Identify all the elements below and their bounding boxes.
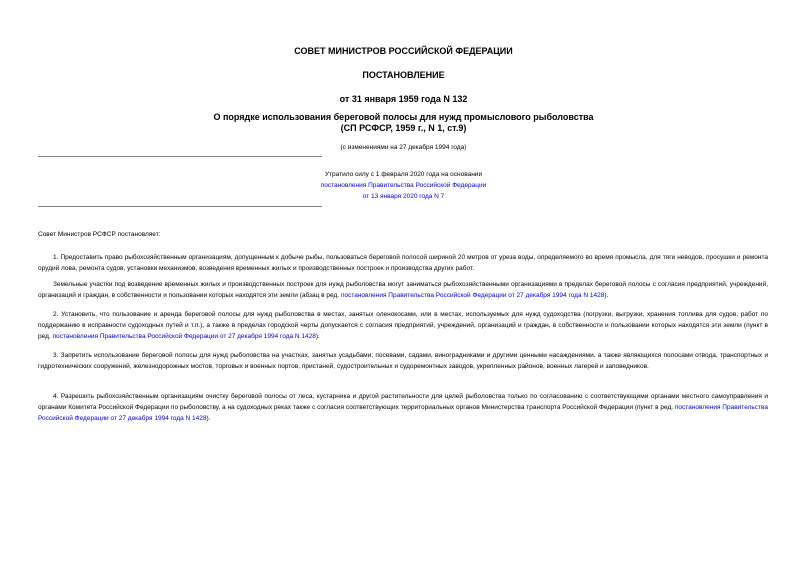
expired-notice-link-wrap (0, 180, 807, 191)
paragraph-2-amendment-link[interactable]: постановления Правительства Российской Федерации от 27 декабря 1994 года N 1428 (340, 292, 605, 299)
date-number-heading: от 31 января 1959 года N 132 (339, 94, 468, 104)
paragraph-2-end: ). (604, 292, 609, 299)
amendment-note: (с изменениями на 27 декабря 1994 года) (340, 144, 467, 151)
paragraph-3-text (38, 309, 768, 342)
expired-notice-link-line1[interactable]: постановления Правительства Российской Федерации (320, 182, 487, 189)
document-title-line2: (СП РСФСР, 1959 г., N 1, ст.9) (340, 123, 467, 133)
paragraph-1 (38, 252, 768, 274)
paragraph-5-amendment-link[interactable]: постановления Правительства Российской Федерации от 27 декабря 1994 года N 1428 (38, 404, 768, 422)
paragraph-3-end: ). (315, 333, 320, 340)
paragraph-5-body: 4. Разрешить рыбохозяйственным организациям очистку береговой полосы от леса, кустарника и другой растительности для целей рыболовства только по согласованию с соответствующими органами местного самоуправления и органами Комитета Российской Федерации по рыболовству, а на судоходных реках также с согласия соответствующих территориальных органов Министерства транспорта Российской Федерации (пункт в ред. (38, 393, 768, 411)
divider-top (38, 156, 322, 157)
paragraph-5-end: ). (206, 415, 211, 422)
expired-notice-link-wrap-2 (0, 191, 807, 202)
document-type-heading: ПОСТАНОВЛЕНИЕ (362, 70, 445, 80)
body-intro: Совет Министров РСФСР постановляет: (38, 231, 161, 238)
paragraph-2 (38, 279, 768, 301)
document-title-line1: О порядке использования береговой полосы для нужд промыслового рыболовства (213, 112, 594, 122)
paragraph-3 (38, 309, 768, 342)
paragraph-5 (38, 391, 768, 424)
paragraph-3-amendment-link[interactable]: постановления Правительства Российской Федерации от 27 декабря 1994 года N 1428 (52, 333, 316, 340)
expired-notice-link-line2[interactable]: от 13 января 2020 года N 7 (362, 193, 445, 200)
paragraph-2-body: Земельные участки под возведение временных жилых и производственных построек для нужд рыболовства могут заниматься рыбохозяйственными организациями в пределах береговой полосы с согласия предприятий, учреждений, организаций и граждан, в собственности и пользовании которых находятся эти земли (абзац в ред. (38, 281, 768, 299)
paragraph-5-text (38, 391, 768, 424)
paragraph-2-text (38, 279, 768, 301)
paragraph-3-body: 2. Установить, что пользование и аренда береговой полосы для нужд рыболовства в местах, занятых оленокосами, или в местах, используемых для нужд судоходства (погрузки, выгрузки, хранения топлива для судов, работ по поддержанию в исправности судоходных путей и т.п.), а также в пределах городской черты допускается с согласия предприятий, учреждений, организаций и граждан, в собственности и пользовании которых находятся эти земли (пункт в ред. (38, 311, 768, 340)
divider-bottom (38, 206, 322, 207)
paragraph-4 (38, 350, 768, 372)
issuer-heading: СОВЕТ МИНИСТРОВ РОССИЙСКОЙ ФЕДЕРАЦИИ (294, 46, 513, 56)
paragraph-4-text: 3. Запретить использование береговой полосы для нужд рыболовства на участках, занятых усадьбами; посевами, садами, виноградниками и другими ценными насаждениями, а также являющихся полосами отвода, транспортных и гидротехнических сооружений, железнодорожных мостов, торговых и военных портов, пристаней, судостроительных и судоремонтных заводов, укрепленных районов, военных лагерей и заповедников. (38, 352, 768, 370)
paragraph-1-text: 1. Предоставить право рыбохозяйственным организациям, допущенным к добыче рыбы, пользоваться береговой полосой шириной 20 метров от уреза воды, определяемого во время промысла, для тяги неводов, просушки и ремонта орудий лова, ремонта судов, установки механизмов, возведения временных жилых и производственных построек и производства других работ. (38, 254, 768, 272)
expired-notice-text: Утратило силу с 1 февраля 2020 года на основании (324, 171, 483, 178)
